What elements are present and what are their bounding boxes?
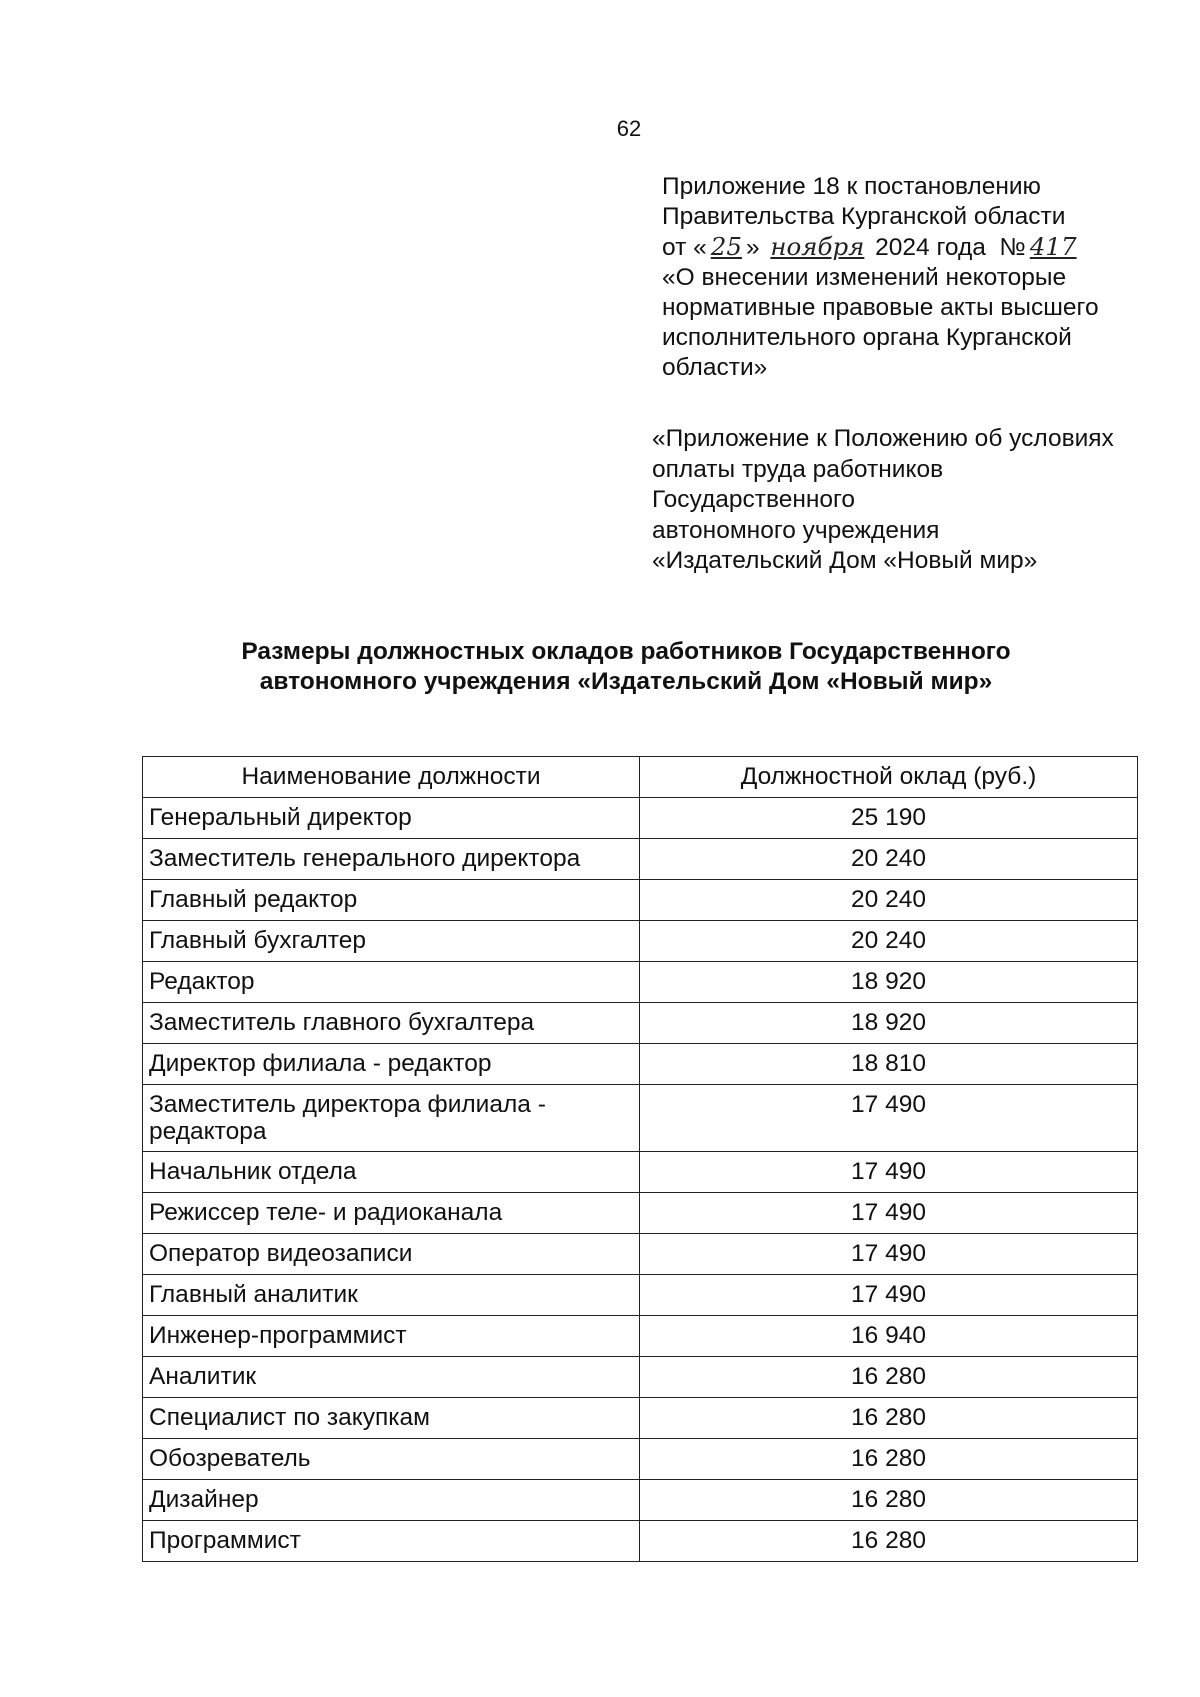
position-header xyxy=(652,424,1114,577)
position-name: Заместитель генерального директора xyxy=(143,839,640,880)
table-row xyxy=(143,1357,1138,1398)
table-row xyxy=(143,1316,1138,1357)
position-name: Инженер-программист xyxy=(143,1316,640,1357)
header-position-name: Наименование должности xyxy=(143,757,640,798)
salary-value: 20 240 xyxy=(640,880,1138,921)
salary-value: 16 280 xyxy=(640,1480,1138,1521)
table-row xyxy=(143,1439,1138,1480)
position-name: Директор филиала - редактор xyxy=(143,1044,640,1085)
title-line-2: автономного учреждения «Издательский Дом «Новый мир» xyxy=(259,668,993,695)
appendix-date-line xyxy=(662,232,1099,263)
position-name: Главный аналитик xyxy=(143,1275,640,1316)
position-name: Главный редактор xyxy=(143,880,640,921)
appendix-header xyxy=(662,172,1099,383)
table-row xyxy=(143,962,1138,1003)
position-name: Программист xyxy=(143,1521,640,1562)
table-row xyxy=(143,839,1138,880)
date-month-handwritten: ноября xyxy=(770,232,865,261)
appendix-line-5: нормативные правовые акты высшего xyxy=(662,294,1099,321)
position-name: Дизайнер xyxy=(143,1480,640,1521)
position-name: Аналитик xyxy=(143,1357,640,1398)
position-name: Начальник отдела xyxy=(143,1152,640,1193)
document-title xyxy=(0,637,1200,697)
salary-value: 20 240 xyxy=(640,921,1138,962)
page-number: 62 xyxy=(616,116,642,141)
salary-value: 16 280 xyxy=(640,1439,1138,1480)
header-salary: Должностной оклад (руб.) xyxy=(640,757,1138,798)
position-name: Оператор видеозаписи xyxy=(143,1234,640,1275)
position-line-2: оплаты труда работников xyxy=(652,455,944,483)
position-name: Обозреватель xyxy=(143,1439,640,1480)
appendix-line-6: исполнительного органа Курганской xyxy=(662,324,1072,351)
table-row xyxy=(143,1044,1138,1085)
salary-value: 25 190 xyxy=(640,798,1138,839)
salary-value: 16 280 xyxy=(640,1521,1138,1562)
salary-value: 16 280 xyxy=(640,1398,1138,1439)
position-name: Заместитель директора филиала - редактора xyxy=(143,1085,640,1152)
position-line-5: «Издательский Дом «Новый мир» xyxy=(652,547,1038,574)
position-name: Генеральный директор xyxy=(143,798,640,839)
appendix-line-7: области» xyxy=(662,354,768,381)
table-header-row xyxy=(143,757,1138,798)
salary-table xyxy=(142,756,1138,1562)
table-row xyxy=(143,1085,1138,1152)
table-row xyxy=(143,1480,1138,1521)
position-line-1: «Приложение к Положению об условиях xyxy=(652,425,1114,452)
date-day-handwritten: 25 xyxy=(710,232,742,261)
salary-value: 20 240 xyxy=(640,839,1138,880)
table-row xyxy=(143,1193,1138,1234)
salary-value: 18 810 xyxy=(640,1044,1138,1085)
position-name: Редактор xyxy=(143,962,640,1003)
appendix-line-1: Приложение 18 к постановлению xyxy=(662,173,1041,200)
salary-value: 16 940 xyxy=(640,1316,1138,1357)
table-row xyxy=(143,880,1138,921)
salary-value: 17 490 xyxy=(640,1234,1138,1275)
table-row xyxy=(143,921,1138,962)
date-prefix: от « xyxy=(662,234,707,261)
date-mid: » xyxy=(745,234,760,261)
position-name: Заместитель главного бухгалтера xyxy=(143,1003,640,1044)
position-line-3: Государственного xyxy=(652,486,856,513)
salary-value: 17 490 xyxy=(640,1275,1138,1316)
table-row xyxy=(143,1152,1138,1193)
position-name: Главный бухгалтер xyxy=(143,921,640,962)
salary-value: 17 490 xyxy=(640,1193,1138,1234)
appendix-line-4: «О внесении изменений некоторые xyxy=(662,264,1067,291)
table-row xyxy=(143,1234,1138,1275)
table-row xyxy=(143,1398,1138,1439)
table-row xyxy=(143,798,1138,839)
title-line-1: Размеры должностных окладов работников Государственного xyxy=(241,638,1011,665)
table-row xyxy=(143,1521,1138,1562)
position-line-4: автономного учреждения xyxy=(652,516,940,544)
table-row xyxy=(143,1275,1138,1316)
salary-value: 18 920 xyxy=(640,962,1138,1003)
salary-value: 16 280 xyxy=(640,1357,1138,1398)
date-year: 2024 года xyxy=(875,234,986,261)
position-name: Режиссер теле- и радиоканала xyxy=(143,1193,640,1234)
salary-value: 18 920 xyxy=(640,1003,1138,1044)
position-name: Специалист по закупкам xyxy=(143,1398,640,1439)
appendix-line-2: Правительства Курганской области xyxy=(662,203,1066,230)
document-number-handwritten: 417 xyxy=(1029,232,1077,261)
salary-value: 17 490 xyxy=(640,1152,1138,1193)
salary-value: 17 490 xyxy=(640,1085,1138,1152)
number-prefix: № xyxy=(999,234,1026,261)
table-row xyxy=(143,1003,1138,1044)
